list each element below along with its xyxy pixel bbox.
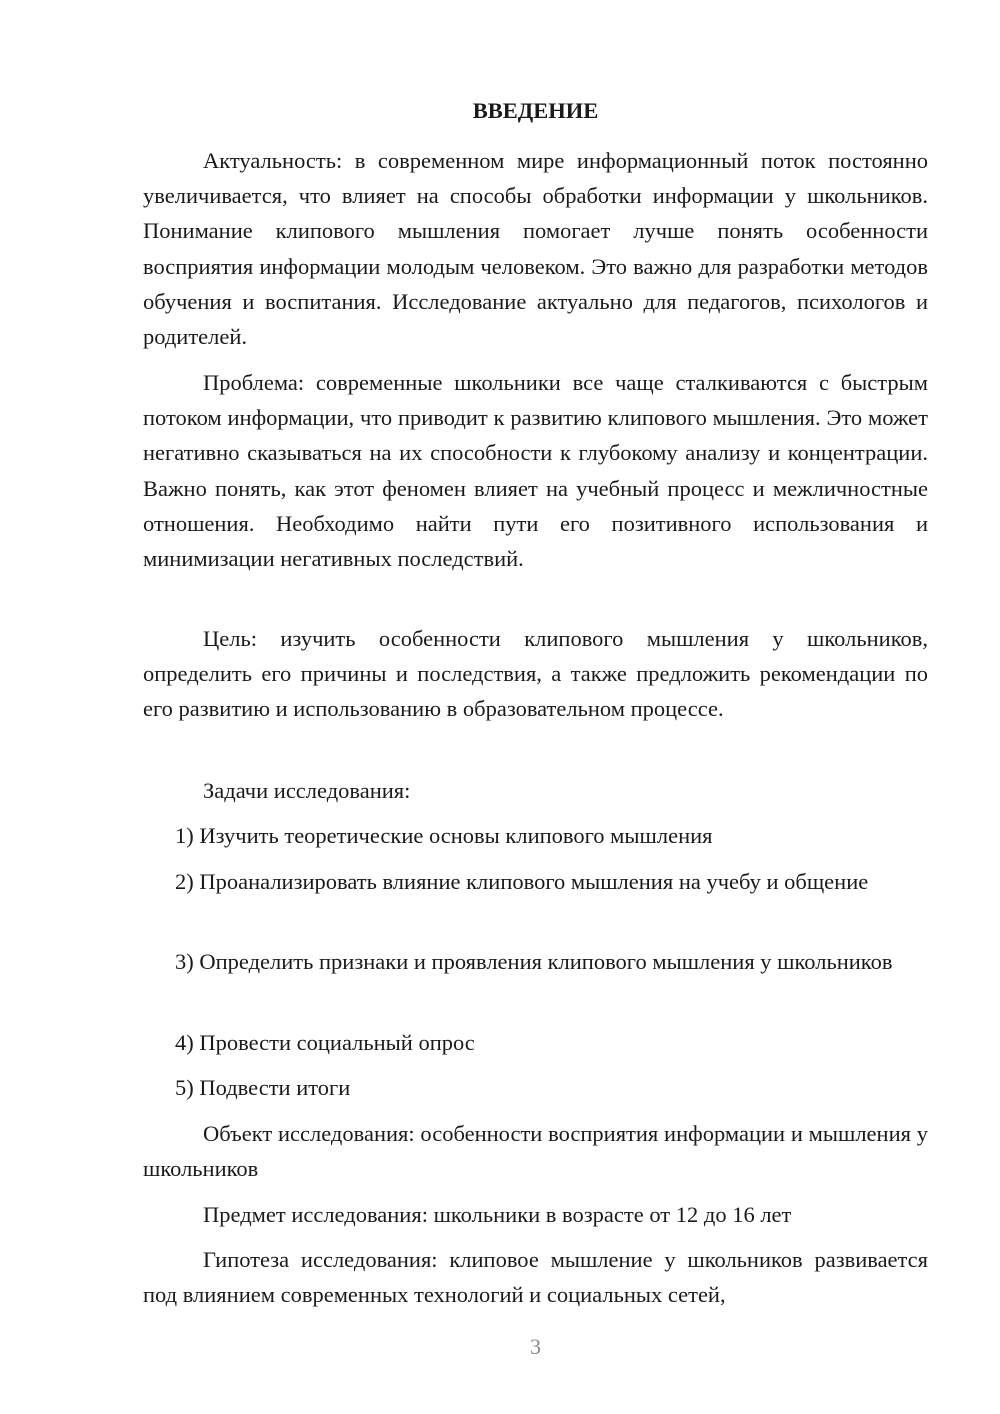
- task-item-4: 4) Провести социальный опрос: [175, 1030, 475, 1055]
- task-item-5: 5) Подвести итоги: [175, 1075, 351, 1100]
- subject-paragraph: Предмет исследования: школьники в возрасте от 12 до 16 лет: [203, 1202, 792, 1227]
- page-number: 3: [530, 1334, 541, 1359]
- hypothesis-paragraph: Гипотеза исследования: клиповое мышление у школьников развивается под влиянием современных технологий и социальных сетей,: [143, 1247, 928, 1308]
- relevance-paragraph: Актуальность: в современном мире информационный поток постоянно увеличивается, что влияет на способы обработки информации у школьников. Понимание клипового мышления помогает лучше понять особенности восприятия информации молодым человеком. Это важно для разработки методов обучения и воспитания. Исследование актуально для педагогов, психологов и родителей.: [143, 148, 928, 350]
- section-heading: ВВЕДЕНИЕ: [472, 98, 599, 123]
- tasks-title: Задачи исследования:: [203, 778, 411, 803]
- task-item-1: 1) Изучить теоретические основы клипового мышления: [175, 823, 713, 848]
- problem-paragraph: Проблема: современные школьники все чаще сталкиваются с быстрым потоком информации, что приводит к развитию клипового мышления. Это может негативно сказываться на их способности к глубокому анализу и концентрации. Важно понять, как этот феномен влияет на учебный процесс и межличностные отношения. Необходимо найти пути его позитивного использования и минимизации негативных последствий.: [143, 370, 928, 572]
- goal-paragraph: Цель: изучить особенности клипового мышления у школьников, определить его причины и последствия, а также предложить рекомендации по его развитию и использованию в образовательном процессе.: [143, 626, 928, 722]
- object-paragraph: Объект исследования: особенности восприятия информации и мышления у школьников: [143, 1121, 928, 1182]
- task-item-2: 2) Проанализировать влияние клипового мышления на учебу и общение: [175, 869, 869, 894]
- task-item-3: 3) Определить признаки и проявления клипового мышления у школьников: [175, 949, 893, 974]
